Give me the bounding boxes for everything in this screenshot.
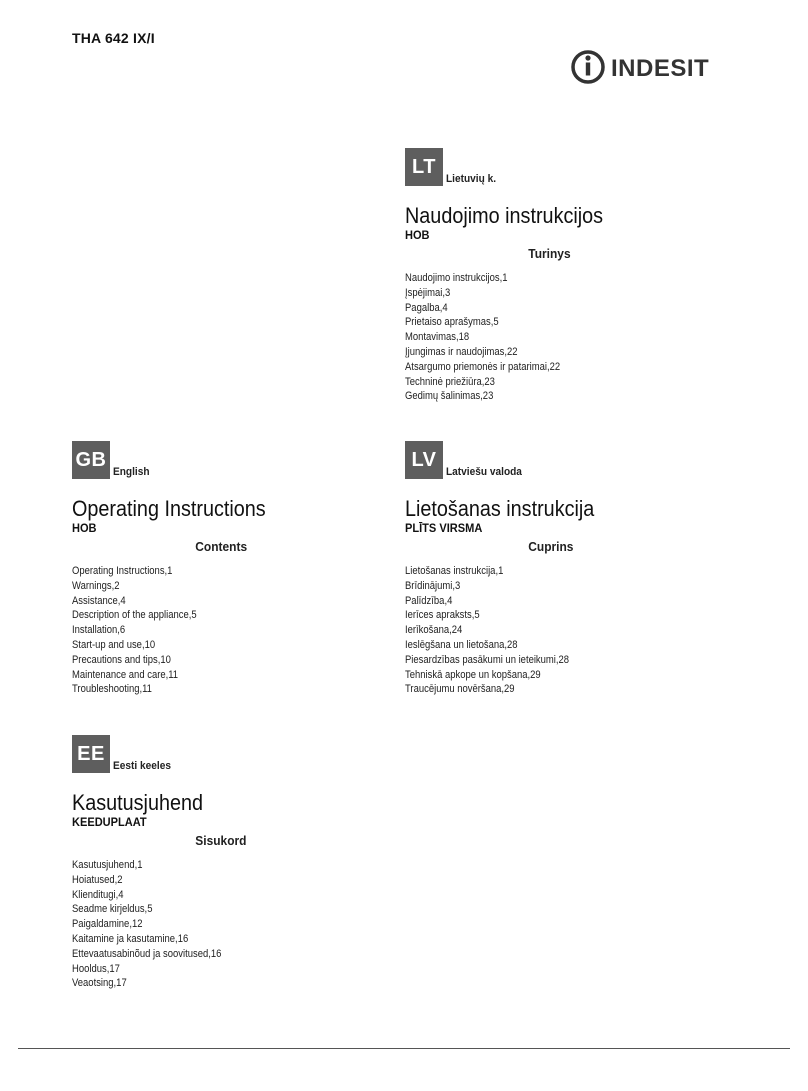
contents-item: Start-up and use,10 [72, 638, 156, 651]
contents-item: Piesardzības pasākumi un ieteikumi,28 [405, 653, 570, 666]
contents-item: Veaotsing,17 [72, 977, 127, 990]
language-name: English [113, 466, 150, 478]
contents-item: Prietaiso aprašymas,5 [405, 316, 499, 329]
contents-item: Brīdinājumi,3 [405, 579, 461, 592]
contents-list [405, 564, 745, 697]
contents-item: Ierīces apraksts,5 [405, 609, 480, 622]
contents-item: Kasutusjuhend,1 [72, 859, 143, 871]
contents-item: Gedimų šalinimas,23 [405, 390, 494, 403]
contents-item: Warnings,2 [72, 579, 120, 592]
contents-item: Įjungimas ir naudojimas,22 [405, 345, 518, 358]
contents-item: Seadme kirjeldus,5 [72, 903, 153, 916]
contents-item: Lietošanas instrukcija,1 [405, 565, 504, 577]
contents-item: Kaitamine ja kasutamine,16 [72, 932, 189, 945]
contents-item: Traucējumu novēršana,29 [405, 683, 515, 696]
document-title: Lietošanas instrukcija [405, 496, 595, 521]
contents-item: Troubleshooting,11 [72, 683, 152, 696]
language-badge: GB [72, 441, 110, 479]
contents-item: Įspėjimai,3 [405, 286, 451, 299]
document-subtitle: PLĪTS VIRSMA [405, 521, 483, 535]
contents-item: Operating Instructions,1 [72, 565, 173, 577]
language-header [405, 148, 745, 192]
language-name: Eesti keeles [113, 760, 171, 772]
language-name: Lietuvių k. [446, 173, 497, 185]
contents-item: Assistance,4 [72, 594, 126, 607]
section-lithuanian [405, 148, 745, 404]
contents-item: Atsargumo priemonės ir patarimai,22 [405, 360, 561, 373]
document-title: Kasutusjuhend [72, 790, 204, 815]
language-badge: LT [405, 148, 443, 186]
language-header [72, 735, 412, 779]
contents-item: Naudojimo instrukcijos,1 [405, 272, 508, 284]
contents-item: Pagalba,4 [405, 301, 448, 314]
contents-item: Maintenance and care,11 [72, 668, 179, 681]
contents-item: Techninė priežiūra,23 [405, 375, 495, 388]
contents-item: Klienditugi,4 [72, 888, 124, 901]
svg-text:INDESIT: INDESIT [611, 55, 710, 82]
contents-heading: Sisukord [195, 833, 247, 848]
section-latvian [405, 441, 745, 697]
contents-item: Description of the appliance,5 [72, 609, 197, 622]
contents-item: Ieslēgšana un lietošana,28 [405, 638, 518, 651]
section-estonian [72, 735, 412, 991]
contents-item: Paigaldamine,12 [72, 918, 143, 931]
contents-item: Hoiatused,2 [72, 873, 123, 886]
contents-list [72, 858, 412, 991]
footer-divider [18, 1048, 790, 1049]
language-header [72, 441, 412, 485]
contents-item: Hooldus,17 [72, 962, 120, 975]
section-english [72, 441, 412, 697]
indesit-logo [570, 46, 720, 88]
contents-item: Precautions and tips,10 [72, 653, 171, 666]
language-badge: EE [72, 735, 110, 773]
document-title: Naudojimo instrukcijos [405, 203, 604, 228]
model-number: THA 642 IX/I [72, 30, 155, 46]
document-subtitle: KEEDUPLAAT [72, 815, 147, 829]
contents-heading: Cuprins [528, 539, 574, 554]
document-subtitle: HOB [72, 521, 97, 535]
contents-list [72, 564, 412, 697]
language-badge: LV [405, 441, 443, 479]
contents-item: Tehniskā apkope un kopšana,29 [405, 668, 541, 681]
contents-heading: Turinys [528, 246, 571, 261]
document-subtitle: HOB [405, 228, 430, 242]
contents-item: Installation,6 [72, 624, 126, 637]
contents-item: Ierīkošana,24 [405, 624, 463, 637]
document-title: Operating Instructions [72, 496, 266, 521]
contents-item: Palīdzība,4 [405, 594, 453, 607]
contents-item: Montavimas,18 [405, 331, 470, 344]
language-header [405, 441, 745, 485]
contents-item: Ettevaatusabinõud ja soovitused,16 [72, 947, 222, 960]
contents-heading: Contents [195, 539, 248, 554]
contents-list [405, 271, 745, 404]
language-name: Latviešu valoda [446, 466, 522, 478]
